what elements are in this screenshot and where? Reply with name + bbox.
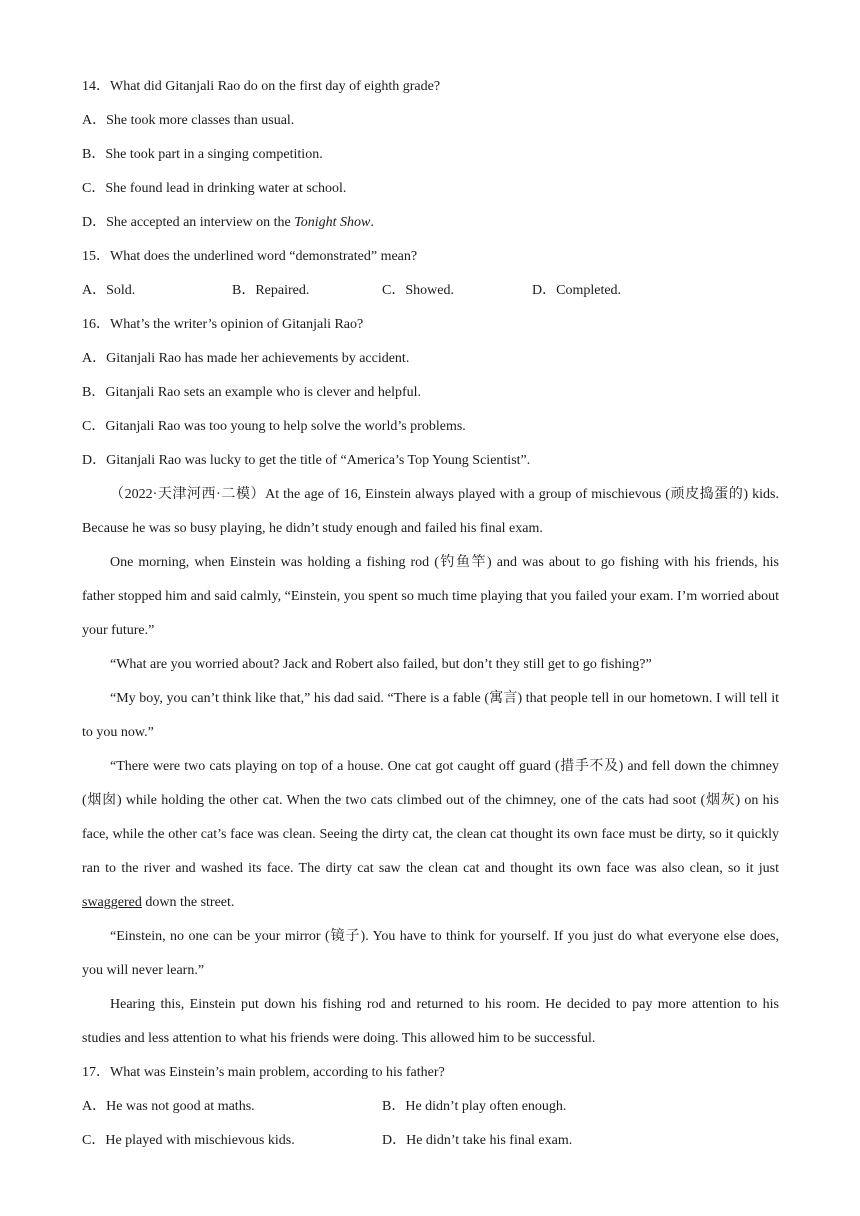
q14-option-c: C．She found lead in drinking water at school. (82, 181, 347, 196)
q14-option-a: A．She took more classes than usual. (82, 113, 295, 128)
q15-option-a: A．Sold. (82, 283, 136, 298)
passage-paragraph-7: Hearing this, Einstein put down his fishing rod and returned to his room. He decided to pay more attention to his studies and less attention to what his friends were doing. This allowed him to be successful. (82, 997, 779, 1046)
passage-paragraph-4: “My boy, you can’t think like that,” his dad said. “There is a fable (寓言) that people tell in our hometown. I will tell it to you now.” (82, 691, 779, 740)
passage-paragraph-5 (82, 750, 779, 920)
q14-option-d-text: D．She accepted an interview on the (82, 215, 295, 230)
q16-option-a: A．Gitanjali Rao has made her achievements by accident. (82, 351, 410, 366)
q15-stem: 15．What does the underlined word “demonstrated” mean? (82, 249, 418, 264)
q16-option-d: D．Gitanjali Rao was lucky to get the title of “America’s Top Young Scientist”. (82, 453, 531, 468)
passage-paragraph-1: （2022·天津河西·二模）At the age of 16, Einstein always played with a group of mischievous (顽皮捣蛋的) kids. Because he was so busy playing, he didn’t study enough and failed his final exam. (82, 487, 779, 536)
q17-options-row-1 (82, 1090, 779, 1124)
document-page (82, 70, 779, 1158)
q17-option-b: B．He didn’t play often enough. (382, 1099, 567, 1114)
q15-option-b: B．Repaired. (232, 283, 310, 298)
q14-stem: 14．What did Gitanjali Rao do on the first day of eighth grade? (82, 79, 441, 94)
q14-option-d-show-title: Tonight Show (294, 215, 371, 230)
q17-option-c: C．He played with mischievous kids. (82, 1133, 295, 1148)
q17-option-a: A．He was not good at maths. (82, 1099, 255, 1114)
passage-paragraph-6: “Einstein, no one can be your mirror (镜子). You have to think for yourself. If you just do what everyone else does, you will never learn.” (82, 929, 779, 978)
q17-stem: 17．What was Einstein’s main problem, according to his father? (82, 1065, 445, 1080)
passage-paragraph-5-end: down the street. (141, 895, 235, 910)
passage-paragraph-2: One morning, when Einstein was holding a fishing rod (钓鱼竿) and was about to go fishing with his friends, his father stopped him and said calmly, “Einstein, you spent so much time playing that you failed your exam. I’m worried about your future.” (82, 555, 779, 638)
passage-paragraph-3: “What are you worried about? Jack and Robert also failed, but don’t they still get to go fishing?” (110, 657, 652, 672)
q16-option-c: C．Gitanjali Rao was too young to help solve the world’s problems. (82, 419, 466, 434)
q16-option-b: B．Gitanjali Rao sets an example who is clever and helpful. (82, 385, 422, 400)
q16-stem: 16．What’s the writer’s opinion of Gitanjali Rao? (82, 317, 364, 332)
q15-options (82, 274, 779, 308)
q17-option-d: D．He didn’t take his final exam. (382, 1133, 573, 1148)
underlined-word: swaggered (82, 895, 142, 910)
q17-options-row-2 (82, 1124, 779, 1158)
q15-option-d: D．Completed. (532, 283, 622, 298)
q14-option-d-end: . (370, 215, 374, 230)
q14-option-d (82, 206, 779, 240)
q15-option-c: C．Showed. (382, 283, 454, 298)
q14-option-b: B．She took part in a singing competition. (82, 147, 323, 162)
passage-paragraph-5-text: “There were two cats playing on top of a house. One cat got caught off guard (措手不及) and fell down the chimney (烟囱) while holding the other cat. When the two cats climbed out of the chimney, one of the cats had soot (烟灰) on his face, while the other cat’s face was clean. Seeing the dirty cat, the clean cat thought its own face must be dirty, so it quickly ran to the river and washed its face. The dirty cat saw the clean cat and thought its own face was also clean, so it just (82, 759, 779, 876)
